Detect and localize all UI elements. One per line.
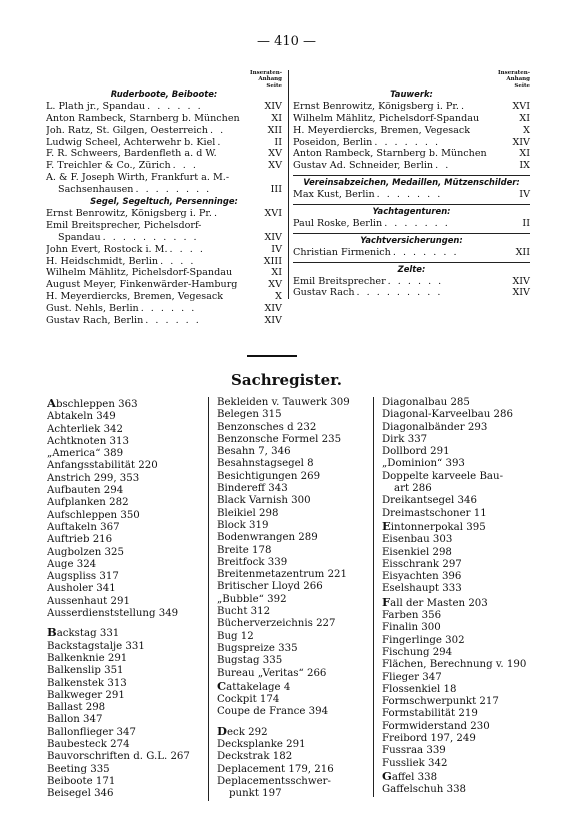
advertiser-entry — [293, 137, 530, 149]
page-number: — 410 — — [256, 34, 317, 49]
advertiser-entry — [293, 148, 530, 160]
section-heading: Zelte: — [293, 262, 530, 276]
advertiser-entry — [46, 303, 282, 315]
leader-dots: . . . . . . . — [384, 217, 450, 229]
advertiser-name: Max Kust, Berlin — [293, 189, 375, 201]
advertiser-entry — [46, 267, 282, 279]
index-entry: Coupe de France 394 — [217, 706, 329, 718]
index-entry: Auftrieb 216 — [47, 534, 113, 546]
index-entry: Deckstrak 182 — [217, 751, 293, 763]
anhang-header-left: Inseraten- Anhang Seite — [250, 70, 282, 89]
advertiser-name: Paul Roske, Berlin — [293, 217, 383, 229]
advertiser-name: H. Meyerdiercks, Bremen, Vegesack — [293, 124, 471, 136]
index-entry: Balkweger 291 — [47, 689, 125, 701]
leader-dots: . — [213, 207, 220, 219]
leader-dots: . . . . . . . . . . — [102, 231, 199, 243]
index-entry: Bug 12 — [217, 630, 254, 642]
index-column-2 — [208, 397, 374, 801]
page-ref: XIII — [263, 255, 282, 267]
page-ref: XV — [268, 148, 282, 160]
index-entry: Farben 356 — [382, 610, 442, 622]
index-entry: Dreikantsegel 346 — [382, 495, 477, 507]
index-entry: Cockpit 174 — [217, 694, 280, 706]
index-entry: Anfangsstabilität 220 — [47, 460, 158, 472]
leader-dots — [240, 113, 270, 125]
leader-dots: . . . . . . . — [374, 136, 440, 148]
index-entry: Ballast 298 — [47, 702, 106, 714]
index-entry: Finalin 300 — [382, 622, 441, 634]
index-text: intonnerpokal 395 — [390, 521, 486, 533]
leader-dots — [479, 113, 517, 125]
advertiser-entry — [46, 160, 282, 172]
index-entry: Achterliek 342 — [47, 423, 124, 435]
advertiser-name: Ernst Benrowitz, Königsberg i. Pr. — [293, 100, 459, 112]
index-entry: Eisschrank 297 — [382, 558, 462, 570]
index-entry: Bureau „Veritas“ 266 — [217, 667, 327, 679]
page-ref: X — [523, 124, 530, 136]
index-entry — [382, 770, 540, 784]
advertiser-column-right — [288, 70, 530, 299]
index-entry: punkt 197 — [229, 788, 282, 800]
index-entry: Belegen 315 — [217, 409, 282, 421]
index-initial: C — [217, 679, 227, 693]
index-entry: Fingerlinge 302 — [382, 634, 465, 646]
section-heading: Tauwerk: — [390, 88, 433, 99]
index-column-1 — [47, 397, 199, 801]
page-ref: XIV — [512, 275, 530, 287]
advertiser-name: A. & F. Joseph Wirth, Frankfurt a. M.- — [46, 172, 230, 184]
index-initial: E — [382, 519, 391, 533]
index-entry: Auge 324 — [47, 558, 97, 570]
advertiser-name: Gustav Ad. Schneider, Berlin — [293, 160, 434, 172]
index-entry: Backstagstalje 331 — [47, 640, 145, 652]
index-entry: Auftakeln 367 — [47, 521, 120, 533]
leader-dots: . — [460, 100, 467, 112]
advertiser-name-cont: Sachsenhausen — [58, 184, 134, 196]
advertiser-entry — [46, 291, 282, 303]
advertiser-entry — [293, 276, 530, 288]
index-entry: Decksplanke 291 — [217, 739, 306, 751]
index-entry: Aussenhaut 291 — [47, 595, 130, 607]
leader-dots: . . . . . . . . . — [356, 287, 443, 299]
index-entry: Bücherverzeichnis 227 — [217, 618, 336, 630]
index-entry: Beeting 335 — [47, 763, 110, 775]
page-ref: XII — [267, 124, 282, 136]
index-entry — [47, 397, 199, 411]
leader-dots: . . . . . . — [140, 303, 197, 315]
index-initial: B — [47, 626, 57, 640]
index-entry — [47, 626, 199, 640]
advertiser-entry — [46, 148, 282, 160]
leader-dots — [217, 148, 267, 160]
index-entry: Fischung 294 — [382, 646, 453, 658]
index-entry: Benzonsches d 232 — [217, 421, 317, 433]
leader-dots: . . . . . . — [145, 315, 201, 327]
index-entry: Fussliek 342 — [382, 757, 448, 769]
leader-dots — [223, 291, 273, 303]
index-entry: Breite 178 — [217, 544, 272, 556]
index-entry: Bugspreize 335 — [217, 642, 298, 654]
advertiser-entry — [46, 125, 282, 137]
advertiser-name: August Meyer, Finkenwärder-Hamburg — [46, 279, 238, 291]
index-entry: Freibord 197, 249 — [382, 733, 476, 745]
advertiser-entry — [46, 315, 282, 327]
index-entry: Eisyachten 396 — [382, 571, 462, 583]
page-ref: XI — [271, 112, 282, 124]
index-entry: Diagonalbau 285 — [382, 397, 470, 408]
page-ref: X — [275, 291, 282, 303]
page-ref: XII — [515, 246, 530, 258]
index-entry: „Bubble“ 392 — [217, 593, 287, 605]
advertiser-name: H. Heidschmidt, Berlin — [46, 255, 159, 267]
advertiser-entry — [46, 244, 282, 256]
page-ref: XIV — [264, 303, 282, 315]
advertiser-entry — [293, 101, 530, 113]
index-entry — [217, 725, 374, 739]
index-initial: G — [382, 769, 392, 783]
section-heading: Yachtversicherungen: — [293, 233, 530, 247]
advertiser-name: Anton Rambeck, Starnberg b. München — [46, 112, 240, 124]
advertiser-name: Gustav Rach — [293, 287, 355, 299]
index-entry — [382, 596, 540, 610]
page-ref: XIV — [264, 231, 282, 243]
index-entry: Benzonsche Formel 235 — [217, 433, 342, 445]
leader-dots: . . — [435, 160, 451, 172]
index-entry: Eisenbau 303 — [382, 534, 453, 546]
index-entry: Bucht 312 — [217, 606, 271, 618]
advertiser-column-left — [46, 70, 282, 327]
index-entry: Dollbord 291 — [382, 446, 450, 458]
advertiser-name: Ernst Benrowitz, Königsberg i. Pr. — [46, 207, 212, 219]
index-entry: Besichtigungen 269 — [217, 470, 321, 482]
advertiser-name: F. Treichler & Co., Zürich — [46, 160, 171, 172]
index-entry: Anstrich 299, 353 — [47, 472, 140, 484]
index-text: ackstag 331 — [56, 628, 120, 640]
index-entry: Dreimastschoner 11 — [382, 507, 487, 519]
advertiser-entry — [46, 232, 282, 244]
page-ref: II — [274, 136, 282, 148]
advertiser-name: Gustav Rach, Berlin — [46, 315, 144, 327]
index-entry: Breitfock 339 — [217, 556, 288, 568]
index-text: eck 292 — [226, 726, 268, 738]
index-entry: Formstabilität 219 — [382, 708, 478, 720]
index-text: bschleppen 363 — [55, 399, 138, 410]
advertiser-name: H. Meyerdiercks, Bremen, Vegesack — [46, 291, 224, 303]
index-entry: art 286 — [394, 483, 432, 495]
leader-dots — [232, 267, 269, 279]
leader-dots: . . . . . . — [387, 275, 444, 287]
advertiser-entry — [46, 184, 282, 196]
index-entry: Baubesteck 274 — [47, 739, 130, 751]
index-entry: Ballon 347 — [47, 714, 103, 726]
index-entry: Aufplanken 282 — [47, 497, 129, 509]
index-entry: Bugstag 335 — [217, 655, 283, 667]
section-heading: Vereinsabzeichen, Medaillen, Mützenschilder: — [293, 175, 530, 189]
index-entry: Gaffelschuh 338 — [382, 784, 467, 796]
index-entry: Deplacementsschwer- — [217, 775, 331, 787]
leader-dots: . . . . — [160, 255, 196, 267]
index-entry: Deplacement 179, 216 — [217, 763, 334, 775]
index-entry: Aufschleppen 350 — [47, 509, 140, 521]
index-entry: Flächen, Berechnung v. 190 — [382, 659, 527, 671]
page-ref: XIV — [512, 287, 530, 299]
page-ref: XIV — [512, 136, 530, 148]
index-entry: Dirk 337 — [382, 433, 428, 445]
index-text: attakelage 4 — [226, 681, 291, 693]
leader-dots — [487, 148, 518, 160]
index-entry: Beisegel 346 — [47, 788, 114, 800]
leader-dots: . . . . . . . — [392, 246, 459, 258]
index-entry: Block 319 — [217, 519, 269, 531]
leader-dots: . — [217, 136, 223, 148]
index-entry: Aufbauten 294 — [47, 485, 124, 497]
index-entry: Britischer Lloyd 266 — [217, 581, 323, 593]
leader-dots: . . . . — [169, 243, 205, 255]
page-ref: IV — [271, 243, 282, 255]
index-entry: „America“ 389 — [47, 448, 124, 460]
advertiser-entry — [46, 113, 282, 125]
advertiser-entry — [293, 113, 530, 125]
advertiser-name: Emil Breitsprecher — [293, 275, 386, 287]
index-entry: „Dominion“ 393 — [382, 458, 465, 470]
page-ref: XVI — [264, 207, 282, 219]
index-entry: Ausserdienststellung 349 — [47, 608, 179, 620]
leader-dots: . . . — [172, 160, 198, 172]
index-entry: Ausholer 341 — [47, 583, 116, 595]
advertiser-name: Wilhelm Mählitz, Pichelsdorf-Spandau — [46, 267, 233, 279]
index-entry: Balkenslip 351 — [47, 665, 124, 677]
index-entry: Ballonflieger 347 — [47, 726, 136, 738]
page-ref: XI — [519, 148, 530, 160]
index-entry: Breitenmetazentrum 221 — [217, 569, 348, 581]
index-entry: Bindereff 343 — [217, 483, 288, 495]
index-column-3 — [373, 397, 540, 797]
index-entry: Achtknoten 313 — [47, 435, 129, 447]
advertiser-name: Joh. Ratz, St. Gilgen, Oesterreich — [46, 124, 208, 136]
index-entry: Balkenknie 291 — [47, 652, 128, 664]
leader-dots: . . — [209, 124, 226, 136]
index-entry — [217, 680, 374, 694]
index-entry: Balkenstek 313 — [47, 677, 127, 689]
section-heading: Yachtagenturen: — [293, 204, 530, 218]
page-ref: II — [522, 217, 530, 229]
index-entry: Fussraa 339 — [382, 745, 446, 757]
anhang-header-right: Inseraten- Anhang Seite — [498, 70, 530, 89]
index-initial: F — [382, 595, 391, 609]
advertiser-name: F. R. Schweers, Bardenfleth a. d W. — [46, 148, 217, 160]
index-initial: A — [47, 397, 56, 410]
advertiser-entry — [46, 208, 282, 220]
index-entry: Flossenkiel 18 — [382, 683, 457, 695]
leader-dots — [470, 125, 521, 137]
index-text: all der Masten 203 — [390, 597, 488, 609]
section-heading: Segel, Segeltuch, Persenninge: — [90, 196, 238, 207]
page-ref: III — [270, 184, 282, 196]
page-ref: XI — [519, 112, 530, 124]
index-entry: Doppelte karveele Bau- — [382, 470, 504, 482]
index-entry: Bekleiden v. Tauwerk 309 — [217, 397, 350, 408]
page-ref: XV — [268, 279, 282, 291]
advertiser-name: Anton Rambeck, Starnberg b. München — [293, 148, 487, 160]
advertiser-entry — [293, 218, 530, 230]
advertiser-entry — [293, 189, 530, 201]
advertiser-name: Wilhelm Mählitz, Pichelsdorf-Spandau — [293, 112, 480, 124]
index-text: affel 338 — [391, 771, 438, 783]
index-entry: Bauvorschriften d. G.L. 267 — [47, 751, 190, 763]
page-ref: IV — [519, 189, 530, 201]
section-heading: Ruderboote, Beiboote: — [110, 88, 218, 99]
divider-rule — [247, 355, 297, 357]
advertiser-name: Gust. Nehls, Berlin — [46, 303, 139, 315]
index-entry: Besahn 7, 346 — [217, 446, 291, 458]
index-entry: Formschwerpunkt 217 — [382, 696, 499, 708]
page-ref: XIV — [264, 315, 282, 327]
index-entry: Augbolzen 325 — [47, 546, 124, 558]
advertiser-entry — [293, 287, 530, 299]
index-entry: Abtakeln 349 — [47, 411, 116, 423]
index-entry: Bleikiel 298 — [217, 507, 279, 519]
leader-dots — [237, 279, 266, 291]
advertiser-name-cont: Spandau — [58, 231, 101, 243]
advertiser-name: Emil Breitsprecher, Pichelsdorf- — [46, 219, 202, 231]
page-ref: XV — [268, 160, 282, 172]
advertiser-name: Christian Firmenich — [293, 246, 391, 258]
index-entry: Diagonal-Karveelbau 286 — [382, 409, 513, 421]
leader-dots: . . . . . . . . — [135, 184, 212, 196]
advertiser-entry — [293, 160, 530, 172]
index-entry: Augspliss 317 — [47, 571, 119, 583]
index-entry: Diagonalbänder 293 — [382, 421, 488, 433]
advertiser-entry — [46, 256, 282, 268]
index-initial: D — [217, 724, 227, 738]
page-ref: XVI — [512, 100, 530, 112]
register-title: Sachregister. — [231, 371, 342, 389]
index-entry: Besahnstagsegel 8 — [217, 458, 314, 470]
index-entry: Eisenkiel 298 — [382, 546, 452, 558]
leader-dots: . . . . . . — [147, 100, 203, 112]
index-entry — [382, 520, 540, 534]
advertiser-name: Poseidon, Berlin — [293, 136, 373, 148]
advertiser-entry — [293, 247, 530, 259]
advertiser-entry — [46, 279, 282, 291]
advertiser-entry — [46, 101, 282, 113]
index-entry: Eselshaupt 333 — [382, 583, 462, 595]
index-entry: Bodenwrangen 289 — [217, 532, 318, 544]
page-ref: IX — [519, 160, 530, 172]
index-entry: Flieger 347 — [382, 671, 442, 683]
index-entry: Formwiderstand 230 — [382, 720, 490, 732]
advertiser-name: John Evert, Rostock i. M. — [46, 243, 168, 255]
advertiser-entry — [293, 125, 530, 137]
advertiser-entry — [46, 137, 282, 149]
leader-dots: . . . . . . . — [376, 189, 443, 201]
advertiser-name: Ludwig Scheel, Achterwehr b. Kiel — [46, 136, 216, 148]
page-ref: XIV — [264, 100, 282, 112]
advertiser-name: L. Plath jr., Spandau — [46, 100, 146, 112]
index-entry: Black Varnish 300 — [217, 495, 311, 507]
index-entry: Beiboote 171 — [47, 775, 116, 787]
page-ref: XI — [271, 267, 282, 279]
